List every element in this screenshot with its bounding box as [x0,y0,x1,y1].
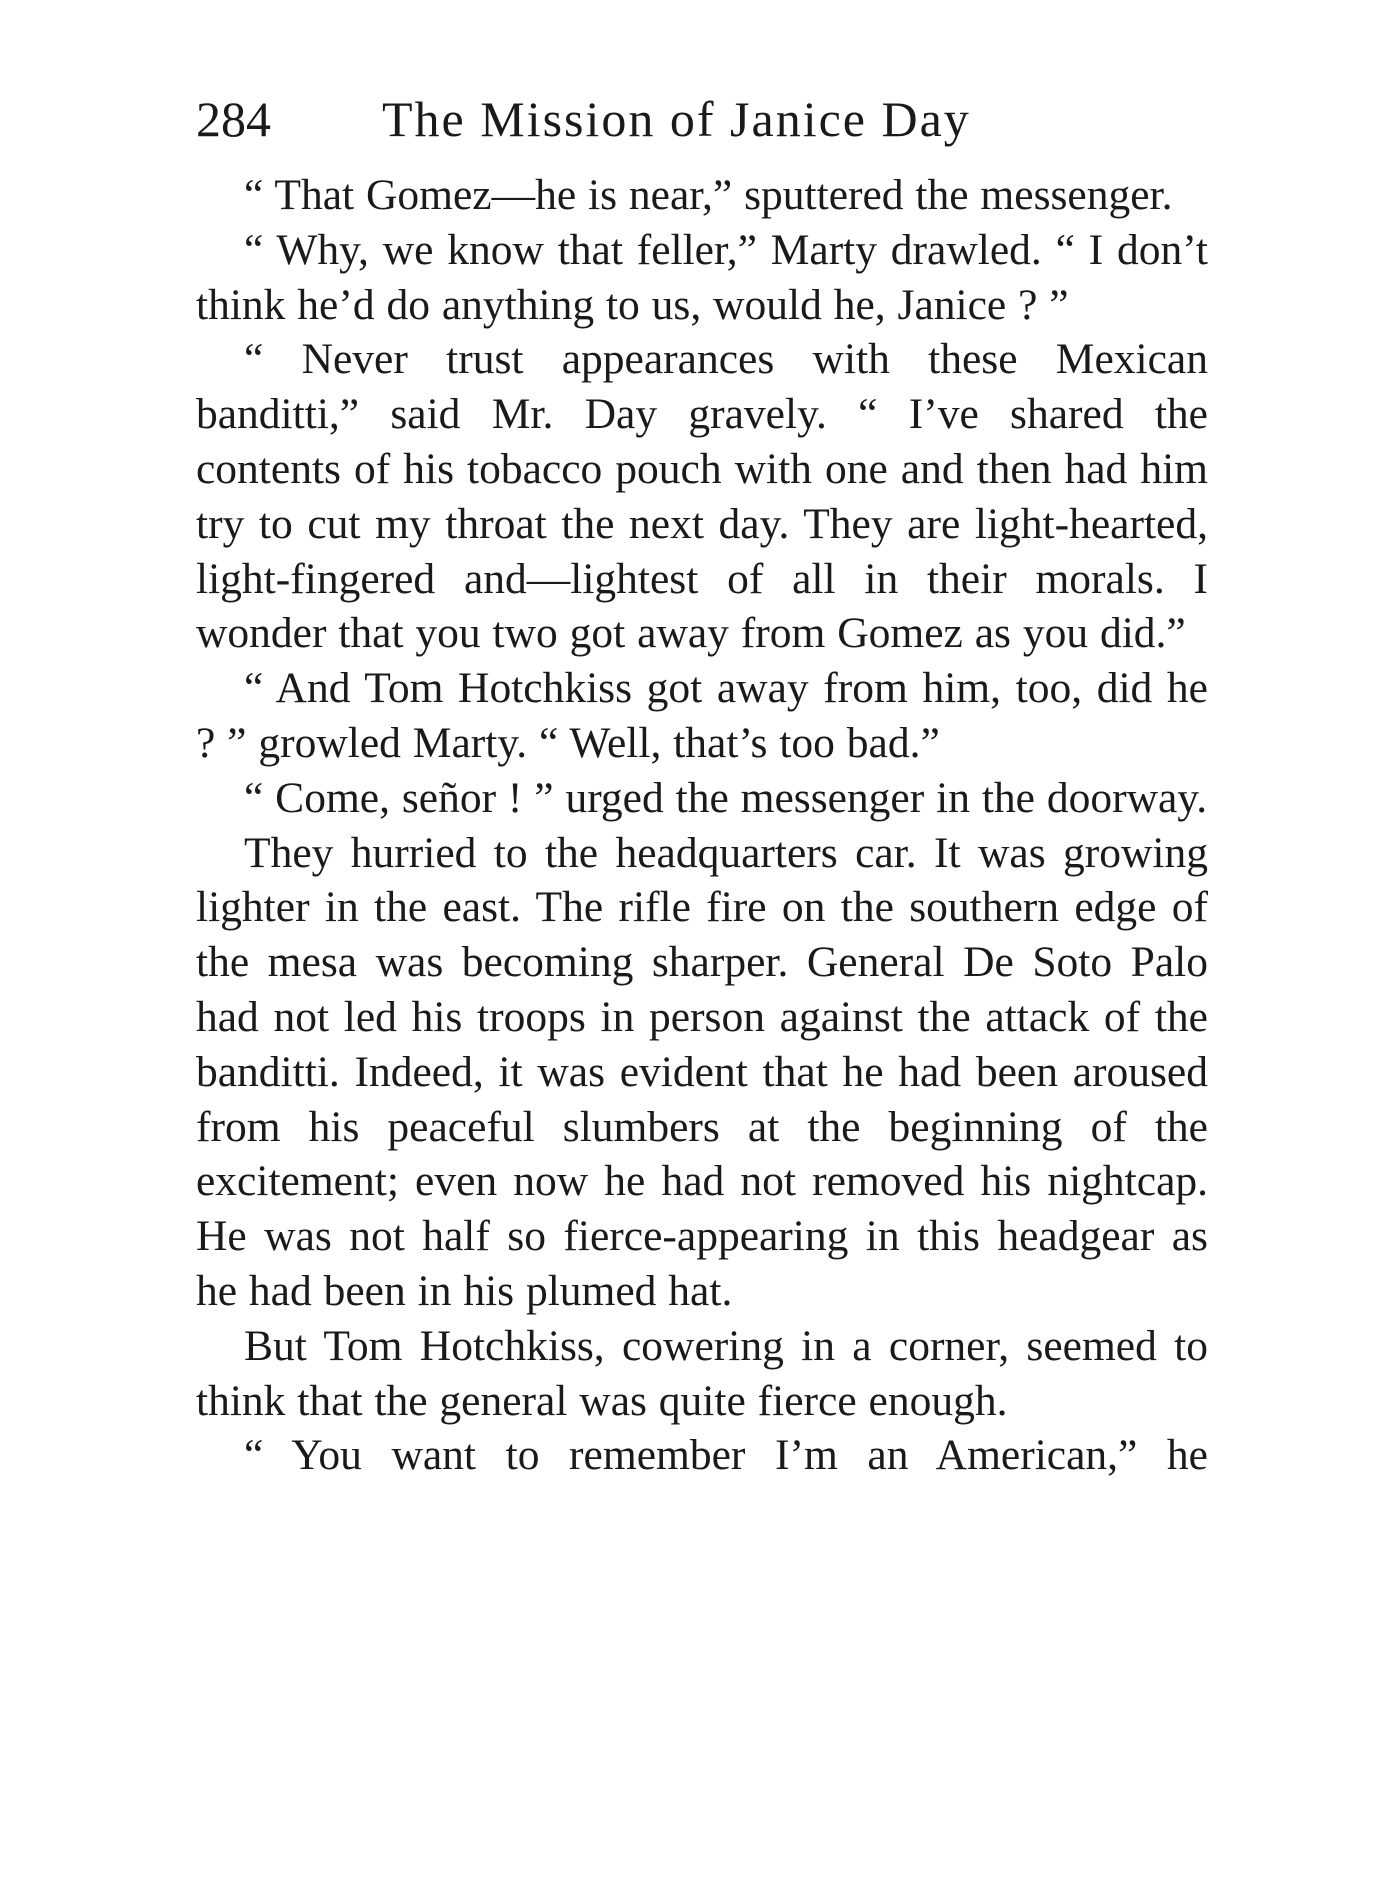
paragraph: “ That Gomez—he is near,” sputtered the messenger. [244,171,1173,219]
running-title: The Mission of Janice Day [382,91,971,147]
page-number: 284 [196,91,271,147]
paragraph: But Tom Hotchkiss, cowering in a corner, seemed to think that the general was quite fierce enough. [196,1321,1208,1425]
paragraph: “ Never trust appearances with these Mexican banditti,” said Mr. Day gravely. “ I’ve shared the contents of his tobacco pouch with one and then had him try to cut my throat the next day. They are light-hearted, light-fingered and—lightest of all in their morals. I wonder that you two got away from Gomez as you did.” [196,335,1208,658]
paragraph: “ Why, we know that feller,” Marty drawled. “ I don’t think he’d do anything to us, would he, Janice ? ” [196,225,1208,329]
body-text [196,168,1208,1483]
paragraph: “ You want to remember I’m an American,” he [244,1431,1208,1480]
paragraph: They hurried to the headquarters car. It was growing lighter in the east. The rifle fire on the southern edge of the mesa was becoming sharper. General De Soto Palo had not led his troops in person against the attack of the banditti. Indeed, it was evident that he had been aroused from his peaceful slumbers at the beginning of the excitement; even now he had not removed his nightcap. He was not half so fierce-appearing in this headgear as he had been in his plumed hat. [196,828,1208,1315]
paragraph: “ Come, señor ! ” urged the messenger in the doorway. [244,773,1208,822]
page-header [196,84,1216,154]
paragraph: “ And Tom Hotchkiss got away from him, too, did he ? ” growled Marty. “ Well, that’s too bad.” [196,664,1208,767]
